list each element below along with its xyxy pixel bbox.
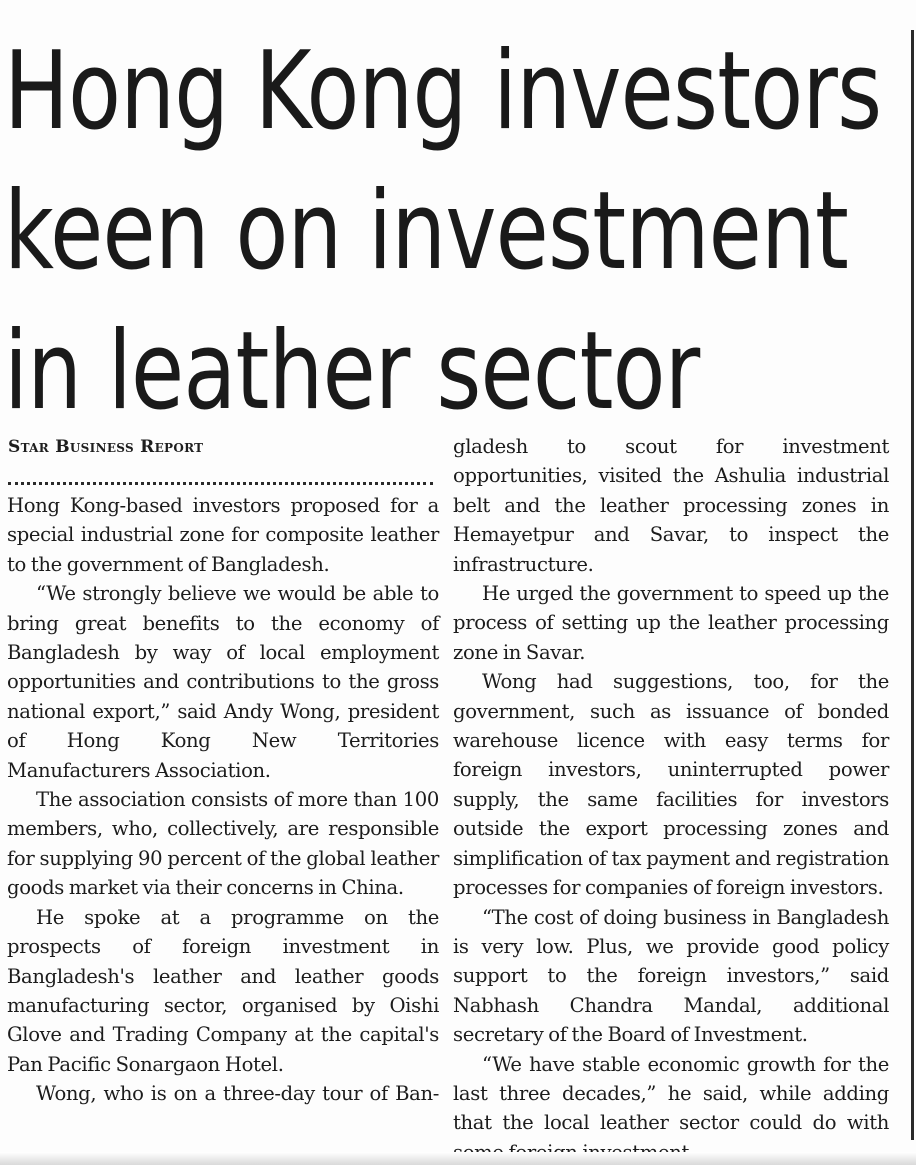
headline-line: Hong Kong investors bbox=[4, 29, 882, 154]
paragraph: gladesh to scout for investment opportunities, visited the Ashulia industrial belt and the leather processing zones in Hemayetpur and Savar, to inspect the infrastructure. bbox=[453, 435, 889, 576]
headline-line: in leather sector bbox=[4, 309, 700, 434]
paragraph: Wong, who is on a three-day tour of Ban- bbox=[36, 1082, 439, 1106]
article-column-left bbox=[7, 491, 439, 1109]
column-rule bbox=[911, 30, 914, 1140]
byline: Star Business Report bbox=[8, 437, 204, 457]
paragraph: “We strongly believe we would be able to bring great benefits to the economy of Bangladesh by way of local employment opportunities and contributions to the gross national export,” said Andy Wong, president of Hong Kong New Territories Manufacturers Association. bbox=[7, 582, 439, 782]
byline-divider bbox=[8, 482, 433, 485]
paragraph: He spoke at a programme on the prospects of foreign investment in Bangladesh's leather and leather goods manufacturing sector, organised by Oishi Glove and Trading Company at the capital's Pan Pacific Sonargaon Hotel. bbox=[7, 905, 439, 1076]
headline-line: keen on investment bbox=[4, 169, 849, 294]
paragraph: “We have stable economic growth for the last three decades,” he said, while adding that the local leather sector could do with bbox=[453, 1052, 889, 1135]
paragraph: “The cost of doing business in Bangladesh is very low. Plus, we provide good policy support to the foreign investors,” said Nabhash Chandra Mandal, additional secretary of the Board of Investment. bbox=[453, 905, 889, 1047]
paragraph: Wong had suggestions, too, for the government, such as issuance of bonded warehouse licence with easy terms for foreign investors, uninterrupted power supply, the same facilities for investors outside the export processing zones and simplification of tax payment and registration processes for companies of foreign investors. bbox=[453, 670, 889, 900]
page-edge bbox=[0, 1152, 916, 1165]
paragraph: The association consists of more than 100 members, who, collectively, are responsible for supplying 90 percent of the global leather goods market via their concerns in China. bbox=[7, 788, 439, 900]
paragraph: He urged the government to speed up the process of setting up the leather processing zone in Savar. bbox=[453, 582, 889, 664]
headline bbox=[4, 22, 882, 442]
paragraph: Hong Kong-based investors proposed for a special industrial zone for composite leather to the government of Bangladesh. bbox=[7, 494, 439, 576]
article-column-right bbox=[453, 432, 889, 1167]
